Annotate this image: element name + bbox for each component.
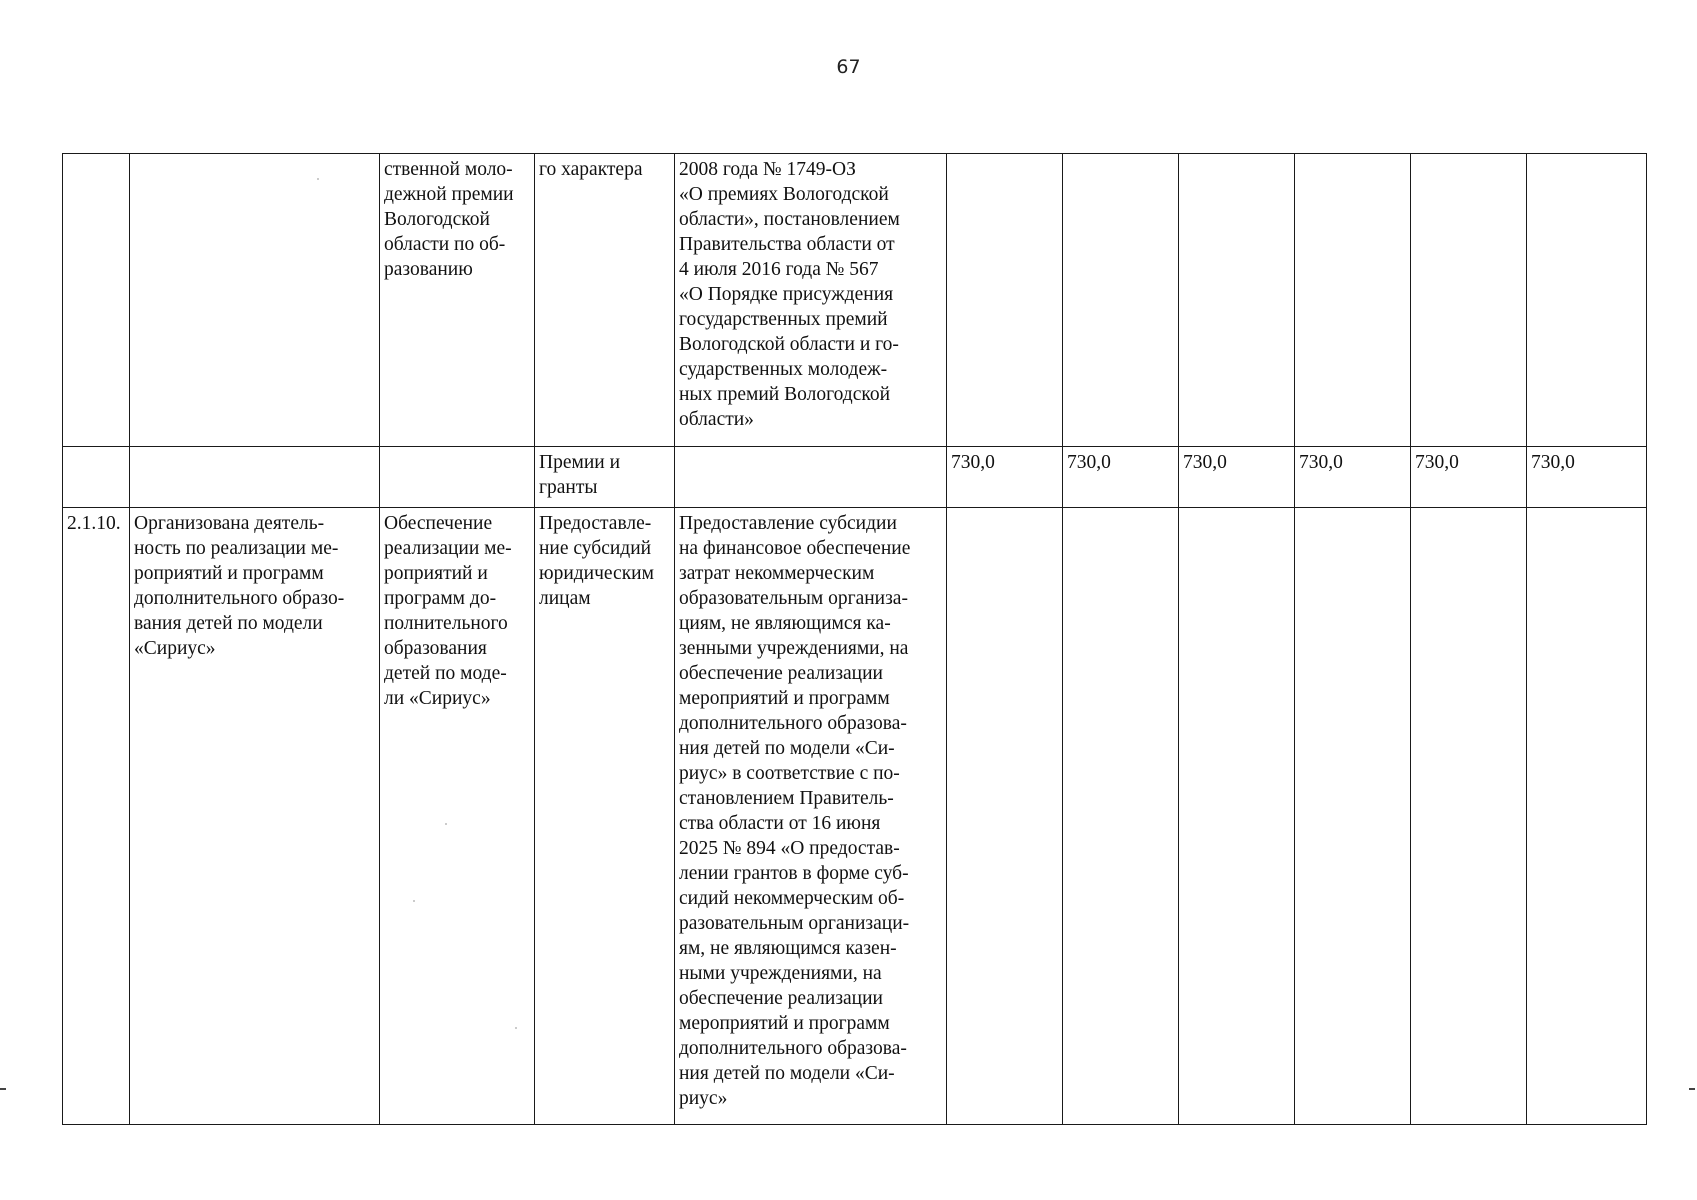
cell-amount bbox=[1179, 508, 1295, 1125]
scan-edge-mark bbox=[1689, 1088, 1695, 1090]
cell-amount: 730,0 bbox=[1179, 447, 1295, 508]
cell-amount bbox=[1527, 154, 1647, 447]
program-table bbox=[62, 153, 1647, 1125]
cell-number: 2.1.10. bbox=[63, 508, 130, 1125]
cell-amount bbox=[1179, 154, 1295, 447]
cell-number bbox=[63, 447, 130, 508]
cell-measure bbox=[380, 447, 535, 508]
table-row bbox=[63, 508, 1647, 1125]
cell-amount bbox=[947, 154, 1063, 447]
cell-result bbox=[130, 154, 380, 447]
scan-speck bbox=[445, 823, 447, 825]
scan-speck bbox=[515, 1027, 517, 1029]
cell-amount bbox=[1295, 154, 1411, 447]
cell-number bbox=[63, 154, 130, 447]
cell-measure: ственной моло- дежной премии Вологодской области по об- разованию bbox=[380, 154, 535, 447]
cell-type: Предоставле- ние субсидий юридическим лицам bbox=[535, 508, 675, 1125]
scan-speck bbox=[317, 178, 319, 180]
table-row bbox=[63, 447, 1647, 508]
cell-amount bbox=[1063, 508, 1179, 1125]
cell-type: Премии и гранты bbox=[535, 447, 675, 508]
scan-edge-mark bbox=[0, 1088, 6, 1090]
cell-result bbox=[130, 447, 380, 508]
cell-description bbox=[675, 447, 947, 508]
cell-amount bbox=[1063, 154, 1179, 447]
cell-amount bbox=[1411, 508, 1527, 1125]
cell-description: Предоставление субсидии на финансовое обеспечение затрат некоммерческим образовательным организа- циям, не являющимся ка- зенными учреждениями, на обеспечение реализации мероприятий и программ дополнительного образова- ния детей по модели «Си- риус» в соответствие с по- становлением Правитель- ства области от 16 июня 2025 № 894 «О предостав- лении грантов в форме суб- сидий некоммерческим об- разовательным организаци- ям, не являющимся казен- ными учреждениями, на обеспечение реализации мероприятий и программ дополнительного образова- ния детей по модели «Си- риус» bbox=[675, 508, 947, 1125]
cell-amount: 730,0 bbox=[1411, 447, 1527, 508]
cell-amount bbox=[1527, 508, 1647, 1125]
cell-measure: Обеспечение реализации ме- роприятий и программ до- полнительного образования детей по моде- ли «Сириус» bbox=[380, 508, 535, 1125]
cell-amount bbox=[947, 508, 1063, 1125]
scan-speck bbox=[413, 900, 415, 902]
cell-description: 2008 года № 1749-ОЗ «О премиях Вологодской области», постановлением Правительства области от 4 июля 2016 года № 567 «О Порядке присуждения государственных премий Вологодской области и го- сударственных молодеж- ных премий Вологодской области» bbox=[675, 154, 947, 447]
cell-amount: 730,0 bbox=[1527, 447, 1647, 508]
cell-result: Организована деятель- ность по реализации ме- роприятий и программ дополнительного образо- вания детей по модели «Сириус» bbox=[130, 508, 380, 1125]
cell-amount: 730,0 bbox=[1063, 447, 1179, 508]
cell-amount: 730,0 bbox=[947, 447, 1063, 508]
cell-amount bbox=[1295, 508, 1411, 1125]
cell-amount: 730,0 bbox=[1295, 447, 1411, 508]
cell-amount bbox=[1411, 154, 1527, 447]
page-number: 67 bbox=[836, 56, 861, 78]
table-row bbox=[63, 154, 1647, 447]
cell-type: го характера bbox=[535, 154, 675, 447]
